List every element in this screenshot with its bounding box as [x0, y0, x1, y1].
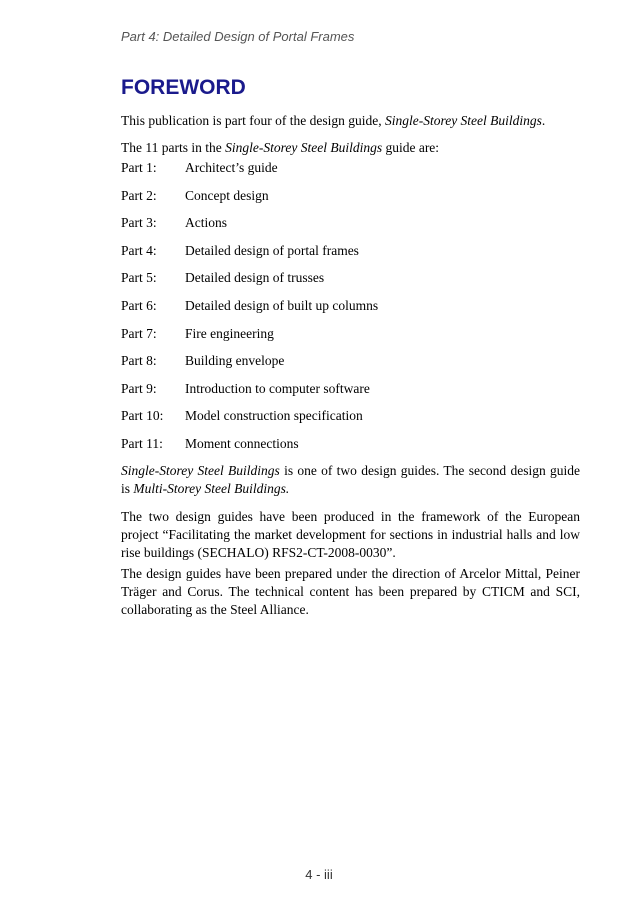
- guide-title-single: Single-Storey Steel Buildings: [121, 463, 280, 478]
- list-item: [121, 269, 581, 297]
- part-number: Part 6:: [121, 297, 157, 313]
- parts-intro-paragraph: [121, 139, 439, 157]
- part-title: Concept design: [185, 187, 269, 203]
- part-number: Part 5:: [121, 270, 157, 286]
- part-number: Part 3:: [121, 215, 157, 231]
- guides-paragraph: [121, 462, 580, 498]
- list-item: [121, 159, 581, 187]
- guide-title-multi: Multi-Storey Steel Buildings.: [133, 481, 290, 496]
- parts-intro-suffix: guide are:: [382, 140, 440, 155]
- list-item: [121, 325, 581, 353]
- part-title: Architect’s guide: [185, 160, 278, 175]
- part-title: Introduction to computer software: [185, 380, 370, 396]
- parts-intro-text: The 11 parts in the: [121, 140, 226, 155]
- part-title: Detailed design of trusses: [185, 270, 325, 286]
- part-number: Part 7:: [121, 325, 157, 341]
- page-number: 4 - iii: [305, 867, 333, 882]
- intro-guide-title: Single-Storey Steel Buildings: [384, 113, 542, 128]
- intro-suffix: .: [541, 113, 546, 128]
- part-title: Detailed design of portal frames: [185, 242, 359, 258]
- list-item: [121, 297, 581, 325]
- list-item: [121, 242, 581, 270]
- guides-text: is one of two design guides. The second design guide is: [121, 463, 580, 496]
- part-number: Part 1:: [121, 160, 157, 175]
- part-number: Part 4:: [121, 242, 157, 258]
- part-number: Part 2:: [121, 187, 157, 203]
- parts-intro-guide-title: Single-Storey Steel Buildings: [225, 140, 383, 155]
- intro-text: This publication is part four of the design guide,: [121, 113, 385, 128]
- list-item: [121, 435, 581, 463]
- parts-list: [121, 159, 581, 463]
- list-item: [121, 380, 581, 408]
- part-number: Part 10:: [121, 408, 164, 424]
- direction-paragraph: The design guides have been prepared under the direction of Arcelor Mittal, Peiner Träger and Corus. The technical content has been prepared by CTICM and SCI, collaborating as the Steel Alliance.: [121, 566, 580, 617]
- part-number: Part 11:: [121, 435, 163, 451]
- running-header: Part 4: Detailed Design of Portal Frames: [121, 29, 355, 44]
- list-item: [121, 352, 581, 380]
- part-number: Part 8:: [121, 353, 157, 369]
- page-title: FOREWORD: [121, 76, 246, 99]
- part-title: Detailed design of built up columns: [185, 297, 379, 313]
- part-title: Moment connections: [185, 435, 299, 451]
- list-item: [121, 214, 581, 242]
- part-title: Building envelope: [185, 353, 285, 369]
- part-title: Fire engineering: [185, 325, 274, 341]
- part-title: Model construction specification: [185, 408, 363, 424]
- framework-paragraph: The two design guides have been produced in the framework of the European project “Facilitating the market development for sections in industrial halls and low rise buildings (SECHALO) RFS2-CT-2008-0030”.: [121, 509, 580, 560]
- list-item: [121, 407, 581, 435]
- intro-paragraph: [121, 112, 545, 130]
- list-item: [121, 187, 581, 215]
- part-title: Actions: [185, 215, 227, 231]
- part-number: Part 9:: [121, 380, 157, 396]
